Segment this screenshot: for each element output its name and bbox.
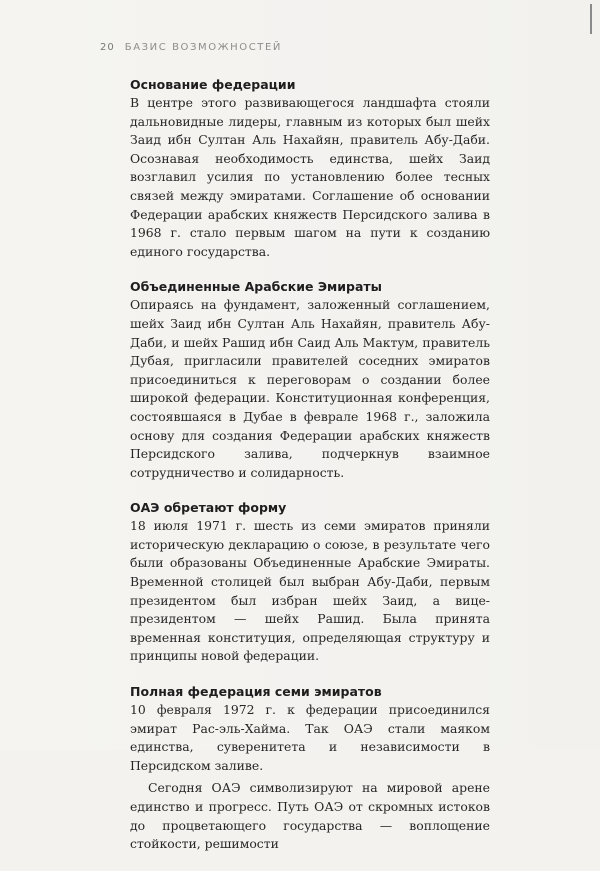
section-heading: Основание федерации — [130, 77, 296, 92]
section-uae-forms — [130, 499, 490, 666]
section-full-federation — [130, 683, 490, 854]
section-heading: Полная федерация семи эмиратов — [130, 684, 382, 700]
paragraph: 18 июля 1971 г. шесть из семи эмиратов приняли историческую декларацию о союзе, в результате чего были образованы Объединенные Арабские Эмираты. Временной столицей был выбран Абу-Даби, первым президентом был избран шейх Заид, а вице-президентом — шейх Рашид. Была принята временная конституция, определяющая структуру и принципы новой федерации. — [130, 518, 490, 664]
section-founding — [130, 76, 490, 261]
section-heading: ОАЭ обретают форму — [130, 500, 287, 516]
paragraph: Опираясь на фундамент, заложенный соглашением, шейх Заид ибн Султан Аль Нахайян, правитель Абу-Даби, и шейх Рашид ибн Саид Аль Мактум, правитель Дубая, пригласили правителей соседних эмиратов присоединиться к переговорам о создании более широкой федерации. Конституционная конференция, состоявшаяся в Дубае в феврале 1968 г., заложила основу для создания Федерации арабских княжеств Персидского залива, подчеркнув взаимное сотрудничество и солидарность. — [130, 297, 490, 480]
paragraph: 10 февраля 1972 г. к федерации присоединился эмират Рас-эль-Хайма. Так ОАЭ стали маяком единства, суверенитета и независимости в Персидском заливе. — [130, 702, 490, 773]
section-uae — [130, 278, 490, 482]
section-heading: Объединенные Арабские Эмираты — [130, 279, 382, 295]
page-number: 20 — [100, 42, 115, 53]
paragraph: В центре этого развивающегося ландшафта стояли дальновидные лидеры, главным из которых был шейх Заид ибн Султан Аль Нахайян, правитель Абу-Даби. Осознавая необходимость единства, шейх Заид возглавил усилия по установлению более тесных связей между эмиратами. Соглашение об основании Федерации арабских княжеств Персидского залива в 1968 г. стало первым шагом на пути к созданию единого государства. — [130, 95, 490, 259]
main-text — [130, 76, 490, 871]
running-title: БАЗИС ВОЗМОЖНОСТЕЙ — [124, 42, 282, 53]
running-header — [100, 42, 282, 53]
paragraph: Сегодня ОАЭ символизируют на мировой арене единство и прогресс. Путь ОАЭ от скромных истоков до процветающего государства — воплощение стойкости, решимости — [130, 780, 490, 852]
page-edge-mark — [590, 4, 592, 34]
